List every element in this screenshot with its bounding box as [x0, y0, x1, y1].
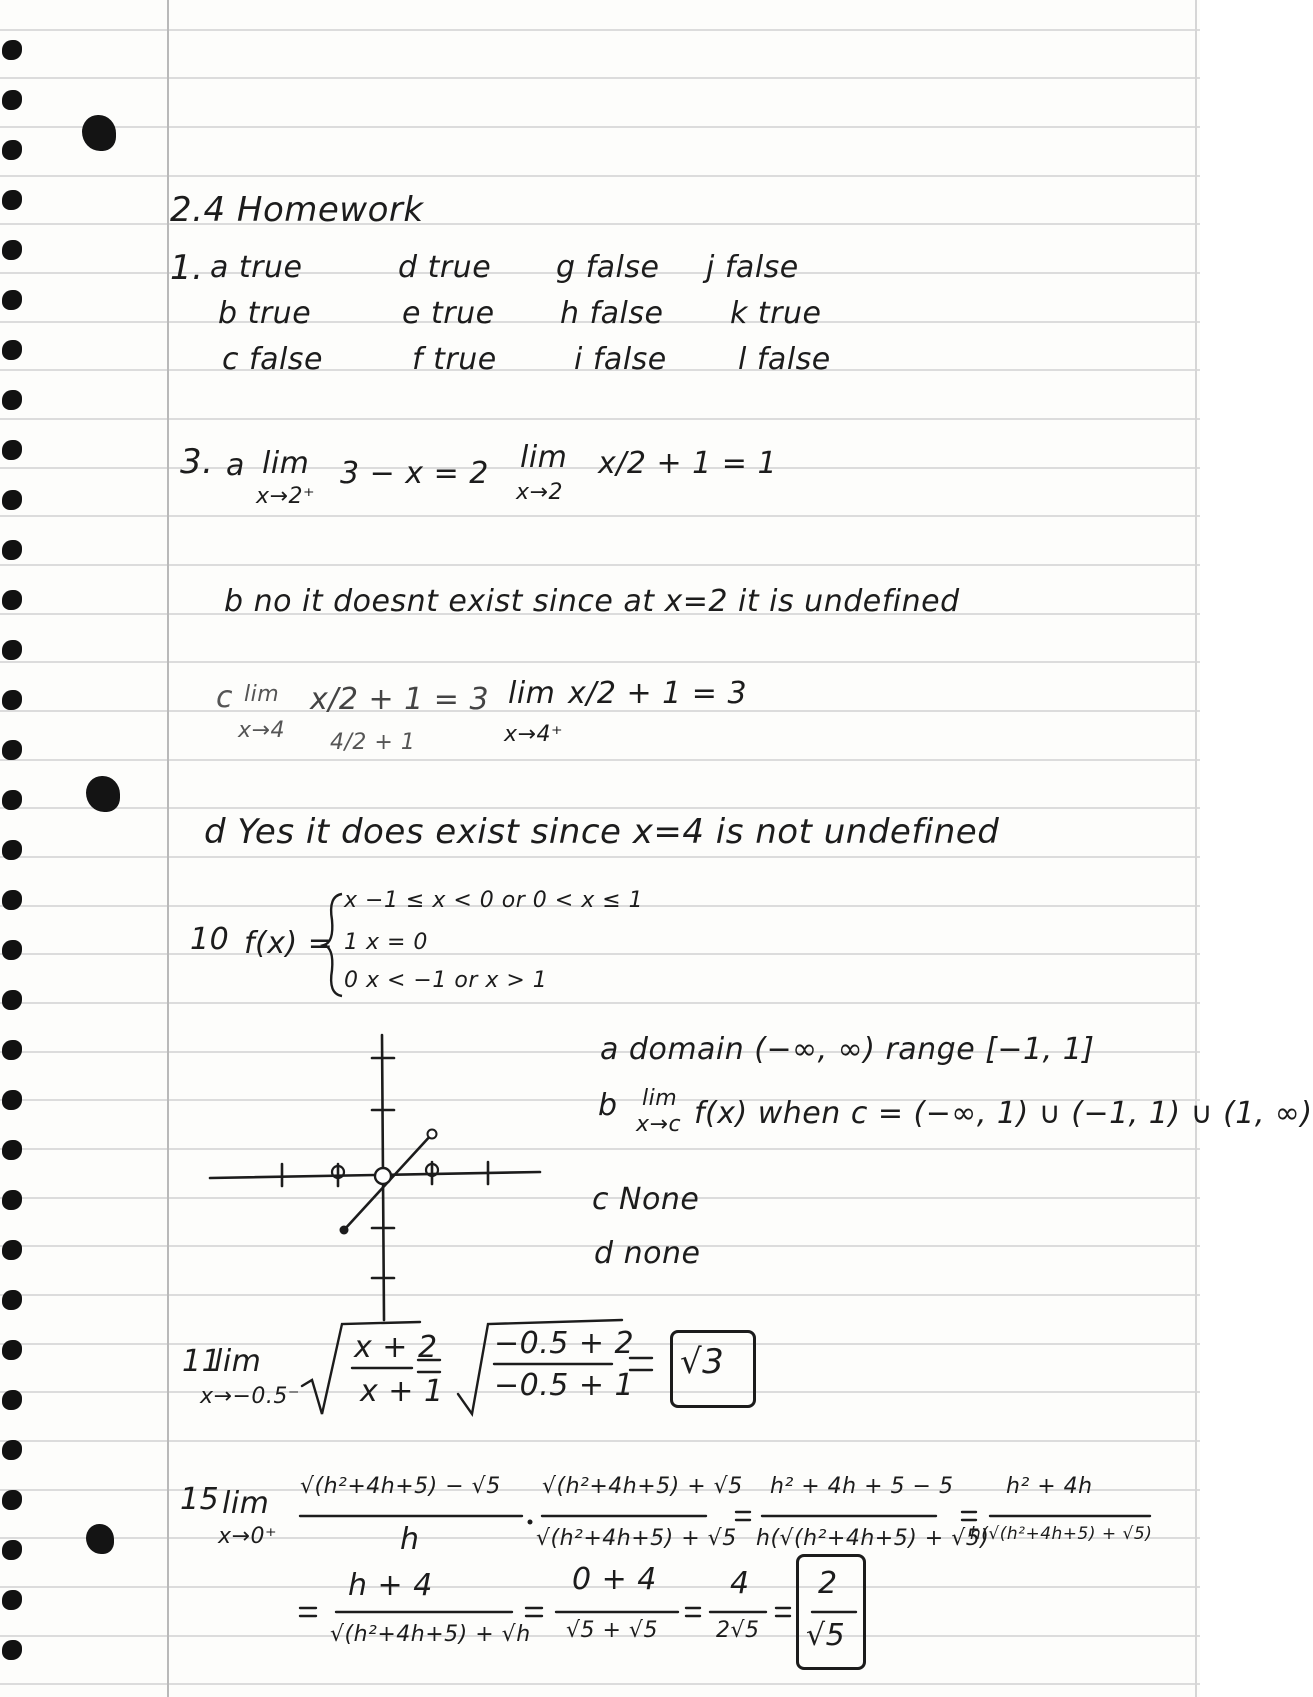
problem-3c-left-lim: lim	[244, 682, 280, 707]
p15-answer-den: √5	[806, 1618, 846, 1653]
punch-hole-bottom	[86, 1524, 114, 1554]
piecewise-graph	[210, 1030, 540, 1320]
p15-frac1-num: √(h²+4h+5) − √5	[300, 1474, 501, 1499]
problem-11-num2: −0.5 + 2	[494, 1326, 635, 1361]
punch-hole-middle	[86, 776, 120, 812]
p15-frac1-den: h	[400, 1522, 420, 1557]
problem-3a-label: a	[226, 448, 245, 483]
problem-11-number: 11	[182, 1344, 222, 1379]
piecewise-case-1: x −1 ≤ x < 0 or 0 < x ≤ 1	[344, 888, 644, 913]
p15-frac2-num: √(h²+4h+5) + √5	[542, 1474, 743, 1499]
problem-3a-left-expr: 3 − x = 2	[340, 456, 489, 491]
answer-1i: i false	[574, 342, 667, 377]
p15-line2-frac1-den: √(h²+4h+5) + √h	[330, 1622, 531, 1647]
spiral-binding	[0, 0, 40, 1697]
point-1-1	[428, 1130, 437, 1139]
answer-1h: h false	[560, 296, 664, 331]
problem-3a-right-expr: x/2 + 1 = 1	[598, 446, 778, 481]
problem-15-lim: lim	[222, 1486, 270, 1521]
problem-15-number: 15	[180, 1482, 220, 1517]
problem-3c-right-lim: lim	[508, 676, 556, 711]
p15-frac2-den: √(h²+4h+5) + √5	[536, 1526, 737, 1551]
problem-3d-answer: d Yes it does exist since x=4 is not undefined	[204, 812, 1000, 852]
answer-1c: c false	[222, 342, 323, 377]
problem-11-num1: x + 2	[354, 1330, 438, 1365]
problem-3a-right-lim: lim	[520, 440, 568, 475]
problem-3c-right-sub: x→4⁺	[504, 722, 564, 747]
problem-11-sub: x→−0.5⁻	[200, 1384, 300, 1409]
problem-10b-expr: f(x) when c = (−∞, 1) ∪ (−1, 1) ∪ (1, ∞)	[694, 1096, 1313, 1131]
problem-10-number: 10	[190, 922, 230, 957]
problem-10b-lim: lim	[642, 1086, 678, 1111]
p15-frac3-num: h² + 4h + 5 − 5	[770, 1474, 954, 1499]
p15-line2-frac3-num: 4	[730, 1566, 750, 1601]
problem-3c-left-substitution: 4/2 + 1	[330, 730, 416, 755]
answer-1a: a true	[210, 250, 303, 285]
problem-3c-left-sub: x→4	[238, 718, 285, 743]
problem-10a-answer: a domain (−∞, ∞) range [−1, 1]	[600, 1032, 1095, 1067]
closed-point-neg1	[340, 1226, 349, 1235]
answer-1j: j false	[706, 250, 799, 285]
problem-11-lim: lim	[214, 1344, 262, 1379]
answer-1g: g false	[556, 250, 660, 285]
problem-10-fx: f(x) =	[244, 926, 334, 961]
problem-11-den2: −0.5 + 1	[494, 1368, 635, 1403]
p15-line2-frac3-den: 2√5	[716, 1618, 760, 1643]
problem-15-sub: x→0⁺	[218, 1524, 278, 1549]
piecewise-case-3: 0 x < −1 or x > 1	[344, 968, 548, 993]
p15-frac4-den: h(√(h²+4h+5) + √5)	[970, 1524, 1153, 1544]
piecewise-case-2: 1 x = 0	[344, 930, 428, 955]
p15-frac3-den: h(√(h²+4h+5) + √5)	[756, 1526, 990, 1551]
problem-3-number: 3.	[180, 442, 214, 482]
problem-10d-answer: d none	[594, 1236, 701, 1271]
problem-3c-label: c	[216, 680, 233, 715]
open-point-origin	[375, 1168, 391, 1184]
problem-3c-right-expr: x/2 + 1 = 3	[568, 676, 748, 711]
piecewise-brace	[322, 890, 346, 1000]
problem-3a-left-lim: lim	[262, 446, 310, 481]
answer-1k: k true	[730, 296, 822, 331]
p15-answer-num: 2	[818, 1566, 838, 1601]
p15-line2-frac2-num: 0 + 4	[572, 1562, 657, 1597]
answer-1d: d true	[398, 250, 492, 285]
problem-10c-answer: c None	[592, 1182, 700, 1217]
p15-frac4-num: h² + 4h	[1006, 1474, 1093, 1499]
page-title: 2.4 Homework	[170, 190, 424, 230]
problem-1-number: 1.	[170, 248, 204, 288]
problem-3a-right-sub: x→2	[516, 480, 563, 505]
problem-10b-sub: x→c	[636, 1112, 682, 1137]
answer-1f: f true	[412, 342, 497, 377]
problem-10b-label: b	[598, 1088, 618, 1123]
p15-line2-frac1-num: h + 4	[348, 1568, 433, 1603]
p15-line2-frac2-den: √5 + √5	[566, 1618, 658, 1643]
answer-1e: e true	[402, 296, 495, 331]
problem-3c-left-expr: x/2 + 1 = 3	[310, 682, 490, 717]
problem-3a-left-sub: x→2⁺	[256, 484, 316, 509]
answer-1l: l false	[738, 342, 831, 377]
answer-1b: b true	[218, 296, 312, 331]
problem-11-answer: √3	[680, 1342, 725, 1382]
problem-15-fraction-bars-1	[290, 1508, 1190, 1524]
problem-3b-answer: b no it doesnt exist since at x=2 it is undefined	[224, 584, 960, 619]
problem-11-den1: x + 1	[360, 1374, 444, 1409]
punch-hole-top	[82, 115, 116, 151]
